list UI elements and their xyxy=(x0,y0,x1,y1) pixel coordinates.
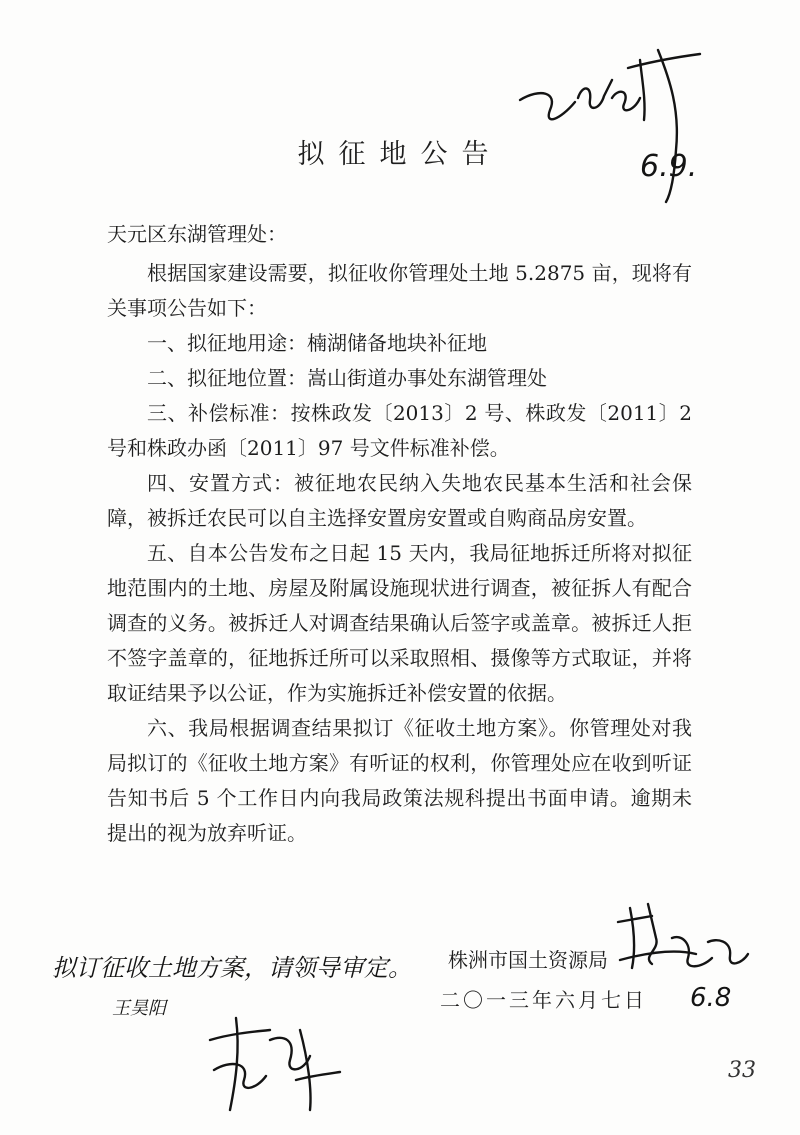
svg-text:拟订征收土地方案，请领导审定。: 拟订征收土地方案，请领导审定。 xyxy=(52,954,412,982)
addressee: 天元区东湖管理处： xyxy=(107,222,287,246)
paragraph-intro: 根据国家建设需要，拟征收你管理处土地 5.2875 亩，现将有关事项公告如下： xyxy=(107,261,692,320)
paragraph-item-5: 五、自本公告发布之日起 15 天内，我局征地拆迁所将对拟征地范围内的土地、房屋及附属设施现状进行调查，被征拆人有配合调查的义务。被拆迁人对调查结果确认后签字或盖章。被拆迁人拒不签字盖章的，征地拆迁所可以采取照相、摄像等方式取证，并将取证结果予以公证，作为实施拆迁补偿安置的依据。 xyxy=(107,541,692,705)
handwritten-signature-bottom-left xyxy=(200,1010,350,1120)
svg-text:6.8: 6.8 xyxy=(690,983,732,1013)
svg-text:王昊阳: 王昊阳 xyxy=(112,998,166,1019)
paragraph-item-4: 四、安置方式：被征地农民纳入失地农民基本生活和社会保障，被拆迁农民可以自主选择安置房安置或自购商品房安置。 xyxy=(107,471,692,530)
document-title: 拟征地公告 xyxy=(297,139,503,170)
handwritten-name-bottom-left xyxy=(112,990,202,1026)
paragraph-item-1: 一、拟征地用途：楠湖储备地块补征地 xyxy=(147,331,487,355)
paragraph-item-6: 六、我局根据调查结果拟订《征收土地方案》。你管理处对我局拟订的《征收土地方案》有听证的权利，你管理处应在收到听证告知书后 5 个工作日内向我局政策法规科提出书面申请。逾期未提出的视为放弃听证。 xyxy=(107,716,692,845)
page-number: 33 xyxy=(728,1058,756,1083)
issuing-organization: 株洲市国土资源局 xyxy=(448,948,608,972)
handwritten-note-bottom-left xyxy=(52,942,432,992)
svg-text:6.9.: 6.9. xyxy=(640,149,698,184)
paragraph-item-3: 三、补偿标准：按株政发〔2013〕2 号、株政发〔2011〕2 号和株政办函〔2011〕97 号文件标准补偿。 xyxy=(107,401,692,460)
issue-date: 二〇一三年六月七日 xyxy=(440,988,647,1012)
handwritten-date-bottom-right xyxy=(690,976,780,1020)
paragraph-item-2: 二、拟征地位置：嵩山街道办事处东湖管理处 xyxy=(147,366,547,390)
body-text xyxy=(107,256,692,851)
